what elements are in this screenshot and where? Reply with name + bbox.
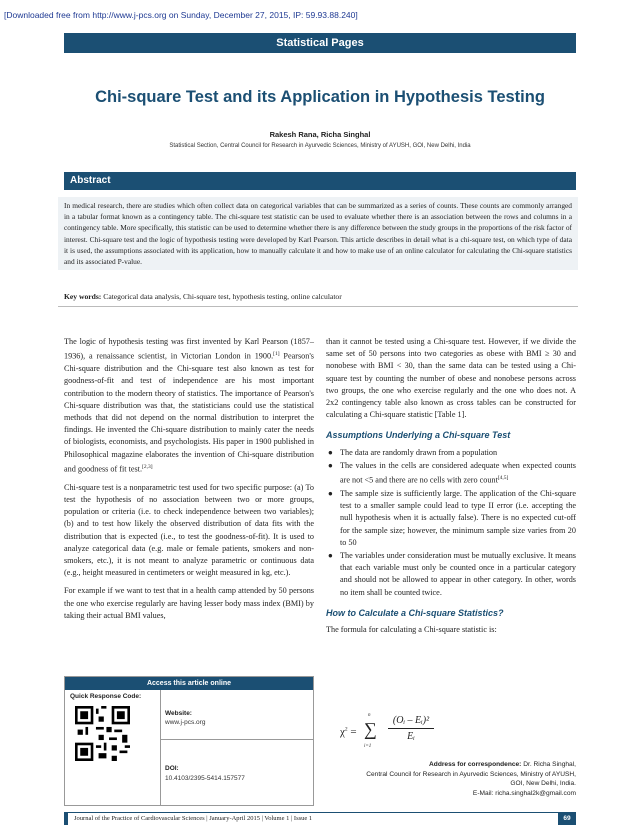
qr-label: Quick Response Code: — [70, 693, 142, 700]
correspondence-line: Central Council for Research in Ayurvedic Sciences, Ministry of AYUSH, — [366, 770, 576, 778]
formula-chi — [340, 726, 357, 738]
doi-link[interactable]: 10.4103/2395-5414.157577 — [165, 775, 245, 782]
page-title: Chi-square Test and its Application in Hypothesis Testing — [95, 88, 545, 106]
sum-upper-limit: n — [368, 713, 371, 718]
access-box — [64, 676, 314, 806]
paragraph: than it cannot be tested using a Chi-square test. However, if we divide the same set of 50 persons into two categories as obese with BMI ≥ 30 and nonobese with BMI < 30, than the same data can be tested using a Chi-square test by counting the number of obese and nonobese persons across two groups, the one who exercise regularly and the one who does not. A 2x2 contingency table also known as cross tables can be constructed for calculating a Chi-square statistic [Table 1]. — [326, 337, 576, 420]
journal-citation: Journal of the Practice of Cardiovascular Sciences | January-April 2015 | Volume 1 | Issue 1 — [74, 815, 313, 822]
citation: [1] — [273, 351, 280, 358]
paragraph — [64, 336, 314, 476]
bullet-icon: ● — [328, 460, 333, 470]
correspondence-line: GOI, New Delhi, India. — [510, 780, 576, 787]
citation: [4,5] — [497, 475, 509, 482]
list-item — [326, 460, 576, 487]
section-band: Statistical Pages — [64, 33, 576, 53]
correspondence-name: Dr. Richa Singhal, — [521, 761, 576, 768]
formula-denominator: Eᵢ — [407, 731, 415, 742]
footer-accent — [64, 813, 68, 825]
paragraph-text: Pearson's Chi-square distribution and the Chi-square test also known as test for goodness-of-fit and test of independence are his most important contribution to the modern theory of statistics. The importance of Pearson's Chi-square distribution was that, the statisticians could use the statistical methods that did not depend on the normal distribution to interpret the findings. He invented the Chi-square distribution to mainly cater the needs of biologists, economists, and psychologists. His paper in 1900 published in Philosophical magazine elaborates the invention of Chi-square distribution and goodness of fit test. — [64, 351, 314, 474]
list-item-text: The data are randomly drawn from a population — [340, 447, 498, 457]
correspondence — [340, 760, 576, 798]
website-label: Website: — [165, 710, 192, 717]
citation: [2,3] — [142, 463, 153, 470]
keywords — [58, 292, 578, 301]
box-divider — [160, 690, 161, 806]
abstract-heading: Abstract — [64, 172, 576, 190]
box-divider — [161, 739, 313, 740]
right-column — [326, 336, 576, 642]
keywords-label: Key words: — [64, 292, 102, 301]
affiliation: Statistical Section, Central Council for Research in Ayurvedic Sciences, Ministry of AYUSH, GOI, New Delhi, India — [169, 143, 471, 149]
correspondence-line — [340, 760, 576, 770]
paragraph: Chi-square test is a nonparametric test used for two specific purpose: (a) To test the hypothesis of no association between two or more groups, population or criteria (i.e. to check independence between two variables); (b) and to test how likely the observed distribution of data fits with the distribution that is expected (i.e., to test the goodness-of-fit). It is used to analyze categorical data (e.g. male or female patients, smokers and non-smokers, etc.), it is not meant to analyze parametric or continuous data (e.g., height measured in centimeters or weight measured in kg, etc.). — [64, 482, 314, 578]
formula-fraction — [388, 715, 434, 742]
bullet-icon: ● — [328, 447, 333, 457]
abstract-text: In medical research, there are studies which often collect data on categorical variables that can be summarized as a series of counts. These counts are commonly arranged in a tabular format known as a contingency table. The chi-square test statistic can be used to evaluate whether there is an association between the rows and columns in a contingency table. More specifically, this statistic can be used to determine whether there is any difference between the study groups in the proportions of the risk factor of interest. Chi-square test and the logic of hypothesis testing were developed by Karl Pearson. This article describes in detail what is a chi-square test, on which type of data it is used, the assumptions associated with its application, how to manually calculate it and how to make use of an online calculator for calculating the Chi-square statistics and its associated P-value. — [58, 197, 578, 270]
formula-equals: = — [350, 726, 357, 738]
correspondence-label: Address for correspondence: — [429, 761, 522, 768]
website-link[interactable]: www.j-pcs.org — [165, 719, 206, 726]
list-item-text: The sample size is sufficiently large. The application of the Chi-square test to a smaller sample could lead to type II error (i.e. accepting the null hypothesis when it is actually false). There is no expected cut-off for the sample size; however, the minimum sample size varies from 20 to 50 — [340, 488, 576, 547]
formula-exponent: 2 — [344, 726, 348, 733]
bullet-icon: ● — [328, 550, 333, 560]
chi-square-formula — [340, 710, 490, 756]
access-header: Access this article online — [65, 677, 313, 690]
fraction-line — [388, 728, 434, 729]
list-item-text: The variables under consideration must be mutually exclusive. It means that each variable must only be counted once in a particular category and should not be allowed to appear in other category. In other, words no item shall be counted twice. — [340, 550, 576, 597]
doi-label: DOI: — [165, 765, 179, 772]
page-number: 69 — [558, 813, 576, 825]
left-column — [64, 336, 314, 628]
assumptions-list — [326, 447, 576, 599]
sum-lower-limit: i=1 — [364, 744, 372, 749]
section-heading: Assumptions Underlying a Chi-square Test — [326, 430, 511, 441]
divider — [58, 306, 578, 307]
formula-numerator: (Oᵢ – Eᵢ)² — [392, 715, 430, 726]
list-item — [326, 550, 576, 599]
list-item — [326, 488, 576, 549]
section-heading: How to Calculate a Chi-square Statistics? — [326, 607, 504, 618]
paragraph: The formula for calculating a Chi-square statistic is: — [326, 625, 497, 634]
footer — [64, 812, 576, 825]
paragraph: For example if we want to test that in a health camp attended by 50 persons the one who exercise regularly are having lesser body mass index (BMI) by taking their actual BMI values, — [64, 586, 314, 620]
keywords-value: Categorical data analysis, Chi-square test, hypothesis testing, online calculator — [103, 292, 342, 301]
list-item — [326, 447, 576, 459]
chi-symbol: χ — [340, 726, 345, 738]
sum-icon: ∑ — [364, 719, 377, 739]
download-notice: [Downloaded free from http://www.j-pcs.org on Sunday, December 27, 2015, IP: 59.93.88.240] — [4, 10, 358, 20]
correspondence-email[interactable]: E-Mail: richa.singhal2k@gmail.com — [472, 789, 576, 797]
qr-code-icon[interactable] — [75, 706, 130, 761]
list-item-text: The values in the cells are considered adequate when expected counts are not <5 and there are no cells with zero count — [340, 460, 576, 485]
authors: Rakesh Rana, Richa Singhal — [269, 130, 371, 139]
bullet-icon: ● — [328, 488, 333, 498]
paragraph-text: The logic of hypothesis testing was first invented by Karl Pearson (1857–1936), a renaissance scientist, in Victorian London in 1900. — [64, 337, 314, 361]
